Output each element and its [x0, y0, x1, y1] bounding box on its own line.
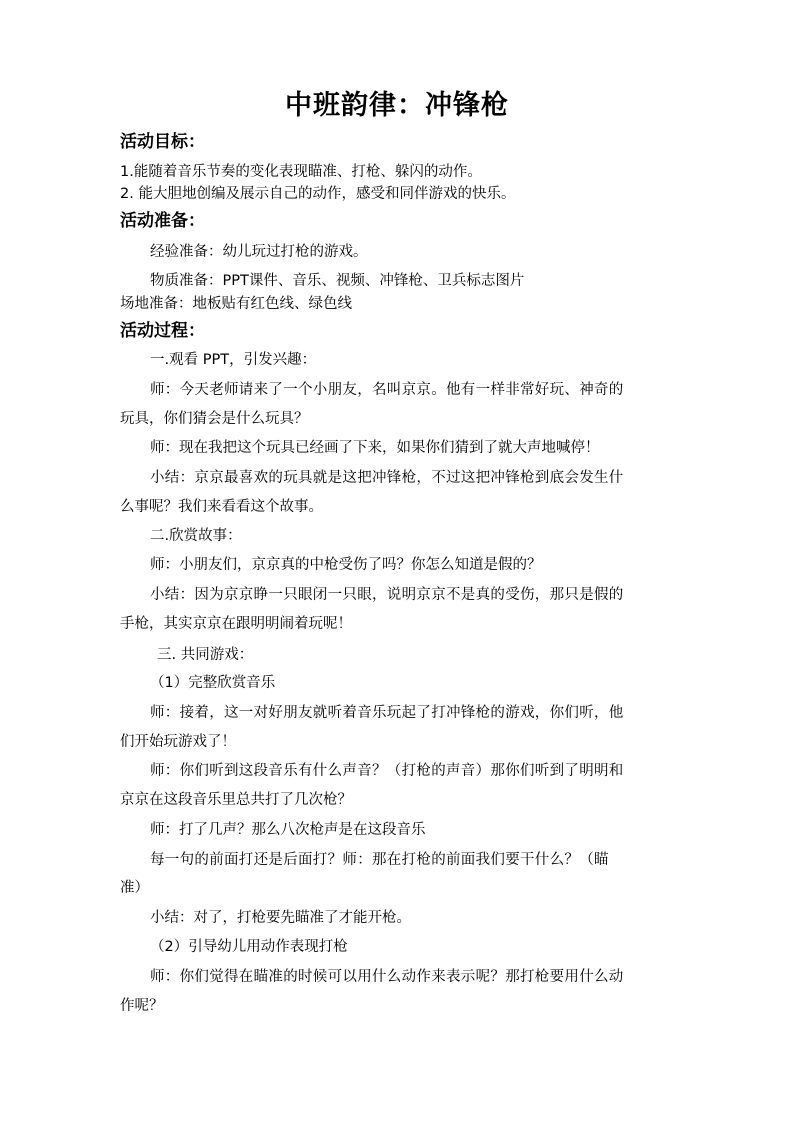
process-line: 师：你们觉得在瞄准的时候可以用什么动作来表示呢？那打枪要用什么动: [150, 969, 624, 985]
process-line: 玩具，你们猜会是什么玩具？: [120, 411, 309, 427]
process-line: 师：打了几声？那么八次枪声是在这段音乐: [150, 822, 426, 838]
process-line: 小结：因为京京睁一只眼闭一只眼，说明京京不是真的受伤，那只是假的: [150, 587, 624, 603]
goal-line: 1.能随着音乐节奏的变化表现瞄准、打枪、躲闪的动作。: [120, 164, 482, 180]
process-line: 作呢？: [120, 998, 164, 1014]
process-line: 每一句的前面打还是后面打？师：那在打枪的前面我们要干什么？（瞄: [150, 852, 609, 868]
process-line: 么事呢？我们来看看这个故事。: [120, 499, 323, 515]
process-line: 师：现在我把这个玩具已经画了下来，如果你们猜到了就大声地喊停！: [150, 440, 600, 456]
process-line: 师：接着，这一对好朋友就听着音乐玩起了打冲锋枪的游戏，你们听，他: [150, 705, 624, 721]
process-line: 小结：对了，打枪要先瞄准了才能开枪。: [150, 910, 411, 926]
process-line: 京京在这段音乐里总共打了几次枪？: [120, 792, 352, 808]
process-line: 一.观看 PPT，引发兴趣：: [150, 352, 317, 368]
process-line: （1）完整欣赏音乐: [150, 675, 276, 691]
prep-line: 物质准备：PPT课件、音乐、视频、冲锋枪、卫兵标志图片: [150, 273, 525, 289]
section-heading-prep: 活动准备：: [120, 211, 205, 231]
section-heading-goals: 活动目标：: [120, 132, 205, 152]
process-line: 们开始玩游戏了！: [120, 734, 236, 750]
process-line: （2）引导幼儿用动作表现打枪: [150, 939, 348, 955]
process-line: 小结：京京最喜欢的玩具就是这把冲锋枪，不过这把冲锋枪到底会发生什: [150, 470, 624, 486]
section-heading-process: 活动过程：: [120, 321, 205, 341]
process-line: 师：你们听到这段音乐有什么声音？（打枪的声音）那你们听到了明明和: [150, 763, 624, 779]
process-line: 准）: [120, 880, 149, 896]
goal-line: 2. 能大胆地创编及展示自己的动作，感受和同伴游戏的快乐。: [120, 186, 516, 202]
prep-line: 场地准备：地板贴有红色线、绿色线: [120, 296, 352, 312]
process-line: 师：小朋友们，京京真的中枪受伤了吗？你怎么知道是假的？: [150, 557, 542, 573]
process-line: 手枪，其实京京在跟明明闹着玩呢！: [120, 616, 352, 632]
prep-line: 经验准备：幼儿玩过打枪的游戏。: [150, 244, 368, 260]
process-line: 三. 共同游戏：: [157, 647, 254, 663]
process-line: 二.欣赏故事：: [150, 528, 242, 544]
process-line: 师：今天老师请来了一个小朋友，名叫京京。他有一样非常好玩、神奇的: [150, 382, 624, 398]
page-title: 中班韵律：冲锋枪: [285, 90, 509, 121]
